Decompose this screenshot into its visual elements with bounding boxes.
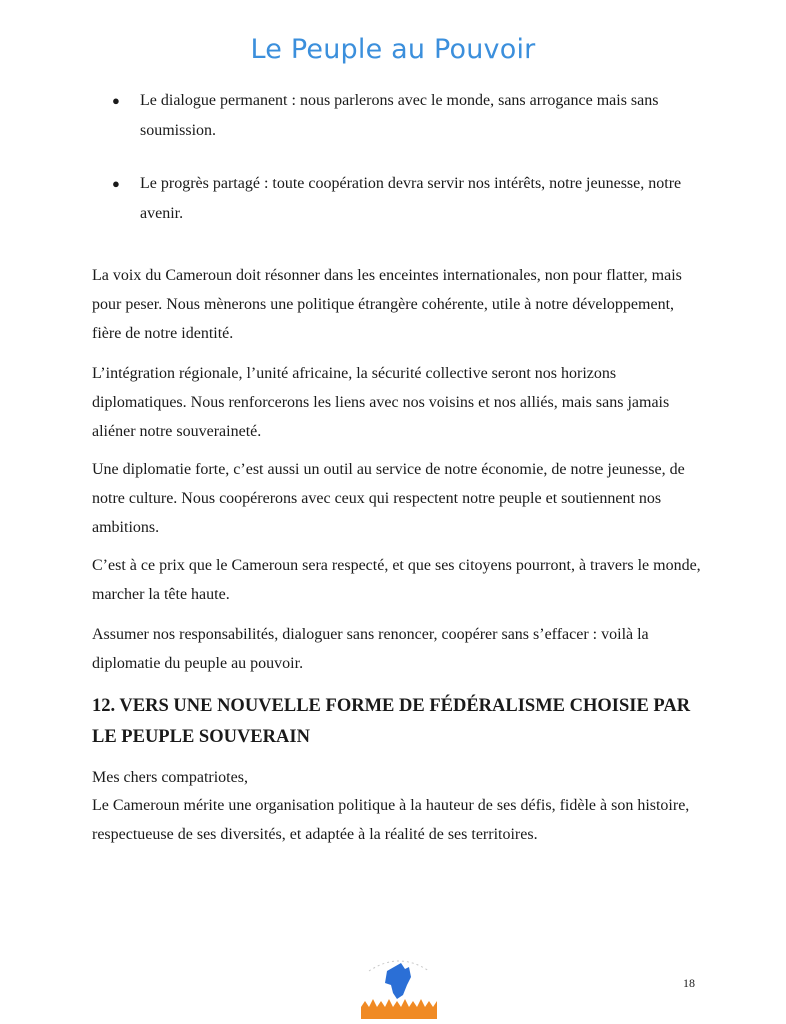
bullet-text: Le dialogue permanent : nous parlerons avec le monde, sans arrogance mais sans soumission. — [140, 92, 659, 139]
bullet-dot-icon: ● — [112, 93, 120, 108]
paragraph-integration-regionale: L’intégration régionale, l’unité africaine, la sécurité collective seront nos horizons diplomatiques. Nous renforcerons les liens avec nos voisins et nos alliés, mais sans jamais aliéner notre souveraineté. — [92, 365, 670, 440]
paragraph-voix-du-cameroun: La voix du Cameroun doit résonner dans les enceintes internationales, non pour flatter, mais pour peser. Nous mènerons une politique étrangère cohérente, utile à notre développement, fière de notre identité. — [92, 267, 682, 342]
bullet-list — [112, 86, 712, 229]
bullet-text: Le progrès partagé : toute coopération devra servir nos intérêts, notre jeunesse, notre avenir. — [140, 175, 682, 222]
document-title: Le Peuple au Pouvoir — [250, 34, 536, 65]
paragraph-diplomatie-forte: Une diplomatie forte, c’est aussi un outil au service de notre économie, de notre jeunesse, de notre culture. Nous coopérerons avec ceux qui respectent notre peuple et soutiennent nos ambitions. — [92, 461, 685, 536]
bullet-dot-icon: ● — [112, 176, 120, 191]
party-logo-icon — [357, 941, 441, 1019]
section-heading: 12. VERS UNE NOUVELLE FORME DE FÉDÉRALISME CHOISIE PAR LE PEUPLE SOUVERAIN — [92, 696, 691, 747]
bullet-item-progres — [112, 169, 712, 229]
bullet-item-dialogue — [112, 86, 712, 146]
paragraph-prix-respect: C’est à ce prix que le Cameroun sera respecté, et que ses citoyens pourront, à travers le monde, marcher la tête haute. — [92, 557, 701, 603]
section-intro: Le Cameroun mérite une organisation politique à la hauteur de ses défis, fidèle à son histoire, respectueuse de ses diversités, et adaptée à la réalité de ses territoires. — [92, 797, 690, 843]
section-greeting: Mes chers compatriotes, — [92, 769, 248, 786]
page-number: 18 — [683, 976, 695, 990]
paragraph-assumer: Assumer nos responsabilités, dialoguer sans renoncer, coopérer sans s’effacer : voilà la diplomatie du peuple au pouvoir. — [92, 626, 649, 672]
